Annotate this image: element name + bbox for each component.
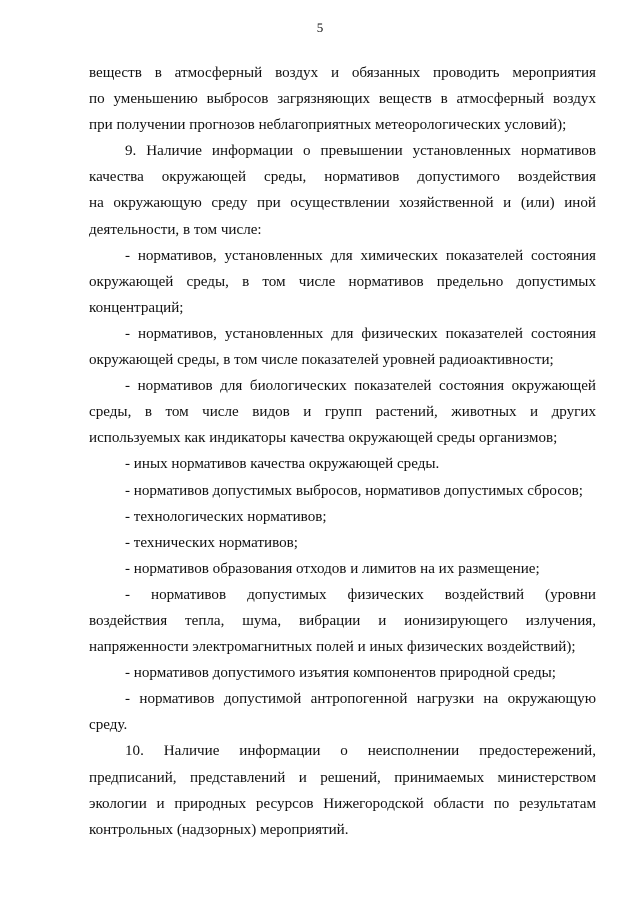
text-line: - иных нормативов качества окружающей среды.: [125, 456, 440, 473]
document-body: [89, 60, 596, 843]
text-line: на окружающую среду при осуществлении хозяйственной и (или) иной: [89, 195, 596, 212]
text-line: при получении прогнозов неблагоприятных метеорологических условий);: [89, 117, 567, 134]
text-line: концентраций;: [89, 299, 184, 316]
text-line: воздействия тепла, шума, вибрации и ионизирующего излучения,: [89, 612, 596, 629]
page-number: 5: [316, 20, 324, 35]
text-line: экологии и природных ресурсов Нижегородской области по результатам: [89, 795, 596, 812]
text-line: - нормативов допустимых выбросов, нормативов допустимых сбросов;: [125, 482, 583, 499]
paragraph-continuation: [89, 60, 596, 138]
text-line: контрольных (надзорных) мероприятий.: [89, 821, 349, 838]
list-item-waste-norms: [89, 556, 596, 582]
text-line: - нормативов для биологических показателей состояния окружающей: [125, 378, 596, 395]
list-item-anthropogenic-load-norms: [89, 686, 596, 738]
text-line: среду.: [89, 717, 128, 734]
text-line: деятельности, в том числе:: [89, 221, 262, 238]
text-line: - нормативов допустимого изъятия компонентов природной среды;: [125, 665, 556, 682]
paragraph-item-9: [89, 138, 596, 242]
text-line: окружающей среды, в том числе нормативов предельно допустимых: [89, 273, 596, 290]
text-line: 10. Наличие информации о неисполнении предостережений,: [125, 743, 596, 760]
text-line: - нормативов допустимых физических воздействий (уровни: [125, 586, 596, 603]
list-item-physical-norms: [89, 321, 596, 373]
text-line: предписаний, представлений и решений, принимаемых министерством: [89, 769, 596, 786]
text-line: - нормативов, установленных для физических показателей состояния: [125, 325, 596, 342]
text-line: используемых как индикаторы качества окружающей среды организмов;: [89, 430, 558, 447]
list-item-technical-norms: [89, 530, 596, 556]
list-item-chemical-norms: [89, 243, 596, 321]
list-item-technological-norms: [89, 504, 596, 530]
text-line: - нормативов, установленных для химических показателей состояния: [125, 247, 596, 264]
text-line: качества окружающей среды, нормативов допустимого воздействия: [89, 169, 596, 186]
list-item-other-quality-norms: [89, 451, 596, 477]
text-line: - технических нормативов;: [125, 534, 298, 551]
text-line: среды, в том числе видов и групп растений, животных и других: [89, 404, 596, 421]
list-item-biological-norms: [89, 373, 596, 451]
text-line: - нормативов допустимой антропогенной нагрузки на окружающую: [125, 691, 596, 708]
text-line: - технологических нормативов;: [125, 508, 327, 525]
text-line: - нормативов образования отходов и лимитов на их размещение;: [125, 560, 540, 577]
text-line: по уменьшению выбросов загрязняющих веществ в атмосферный воздух: [89, 91, 596, 108]
paragraph-item-10: [89, 738, 596, 842]
text-line: напряженности электромагнитных полей и иных физических воздействий);: [89, 639, 576, 656]
text-line: 9. Наличие информации о превышении установленных нормативов: [125, 143, 596, 160]
list-item-withdrawal-norms: [89, 660, 596, 686]
text-line: веществ в атмосферный воздух и обязанных проводить мероприятия: [89, 65, 596, 81]
list-item-emission-norms: [89, 478, 596, 504]
list-item-physical-impact-norms: [89, 582, 596, 660]
text-line: окружающей среды, в том числе показателей уровней радиоактивности;: [89, 352, 554, 369]
